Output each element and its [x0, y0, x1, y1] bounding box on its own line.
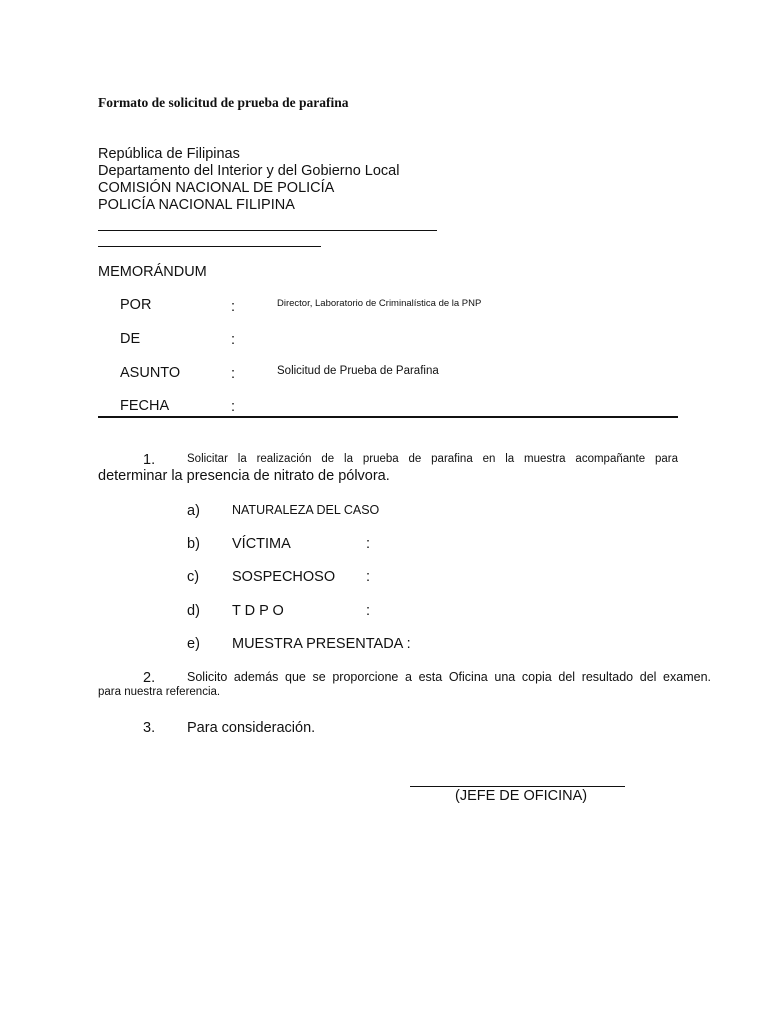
header-line-police: POLICÍA NACIONAL FILIPINA — [98, 197, 295, 213]
item-c-label: SOSPECHOSO — [232, 569, 336, 585]
para1-number: 1. — [143, 452, 156, 468]
memo-label: MEMORÁNDUM — [98, 264, 207, 280]
blank-line-office-2 — [98, 246, 321, 247]
field-asunto-colon: : — [231, 366, 236, 382]
field-por-colon: : — [231, 299, 236, 315]
item-e-letter: e) — [187, 636, 200, 652]
item-a-letter: a) — [187, 503, 200, 519]
para3-text: Para consideración. — [187, 720, 316, 736]
para2-number: 2. — [143, 670, 156, 686]
item-e-label: MUESTRA PRESENTADA : — [232, 636, 411, 652]
field-por-label: POR — [120, 297, 152, 313]
field-asunto-label: ASUNTO — [120, 365, 181, 381]
para2-text-continued: para nuestra referencia. — [98, 686, 221, 698]
item-d-label: T D P O — [232, 603, 284, 619]
item-d-colon: : — [366, 603, 371, 619]
field-fecha-colon: : — [231, 399, 236, 415]
field-fecha-label: FECHA — [120, 398, 170, 414]
header-divider — [98, 416, 678, 418]
document-title: Formato de solicitud de prueba de parafina — [98, 95, 349, 110]
blank-line-office-1 — [98, 230, 437, 231]
item-c-letter: c) — [187, 569, 200, 585]
para1-text-continued: determinar la presencia de nitrato de pólvora. — [98, 468, 390, 484]
header-line-department: Departamento del Interior y del Gobierno Local — [98, 163, 400, 179]
field-de-colon: : — [231, 332, 236, 348]
item-c-colon: : — [366, 569, 371, 585]
item-b-colon: : — [366, 536, 371, 552]
field-de-label: DE — [120, 331, 141, 347]
signature-label: (JEFE DE OFICINA) — [455, 788, 588, 804]
para2-text: Solicito además que se proporcione a esta Oficina una copia del resultado del examen. — [187, 670, 711, 684]
item-a-label: NATURALEZA DEL CASO — [232, 503, 380, 517]
para1-text: Solicitar la realización de la prueba de parafina en la muestra acompañante para — [187, 453, 678, 465]
item-b-letter: b) — [187, 536, 200, 552]
signature-line — [410, 786, 625, 787]
header-line-commission: COMISIÓN NACIONAL DE POLICÍA — [98, 180, 335, 196]
field-asunto-value: Solicitud de Prueba de Parafina — [277, 365, 439, 377]
para3-number: 3. — [143, 720, 156, 736]
item-d-letter: d) — [187, 603, 200, 619]
header-line-republic: República de Filipinas — [98, 146, 240, 162]
field-por-value: Director, Laboratorio de Criminalística de la PNP — [277, 298, 482, 309]
item-b-label: VÍCTIMA — [232, 536, 291, 552]
